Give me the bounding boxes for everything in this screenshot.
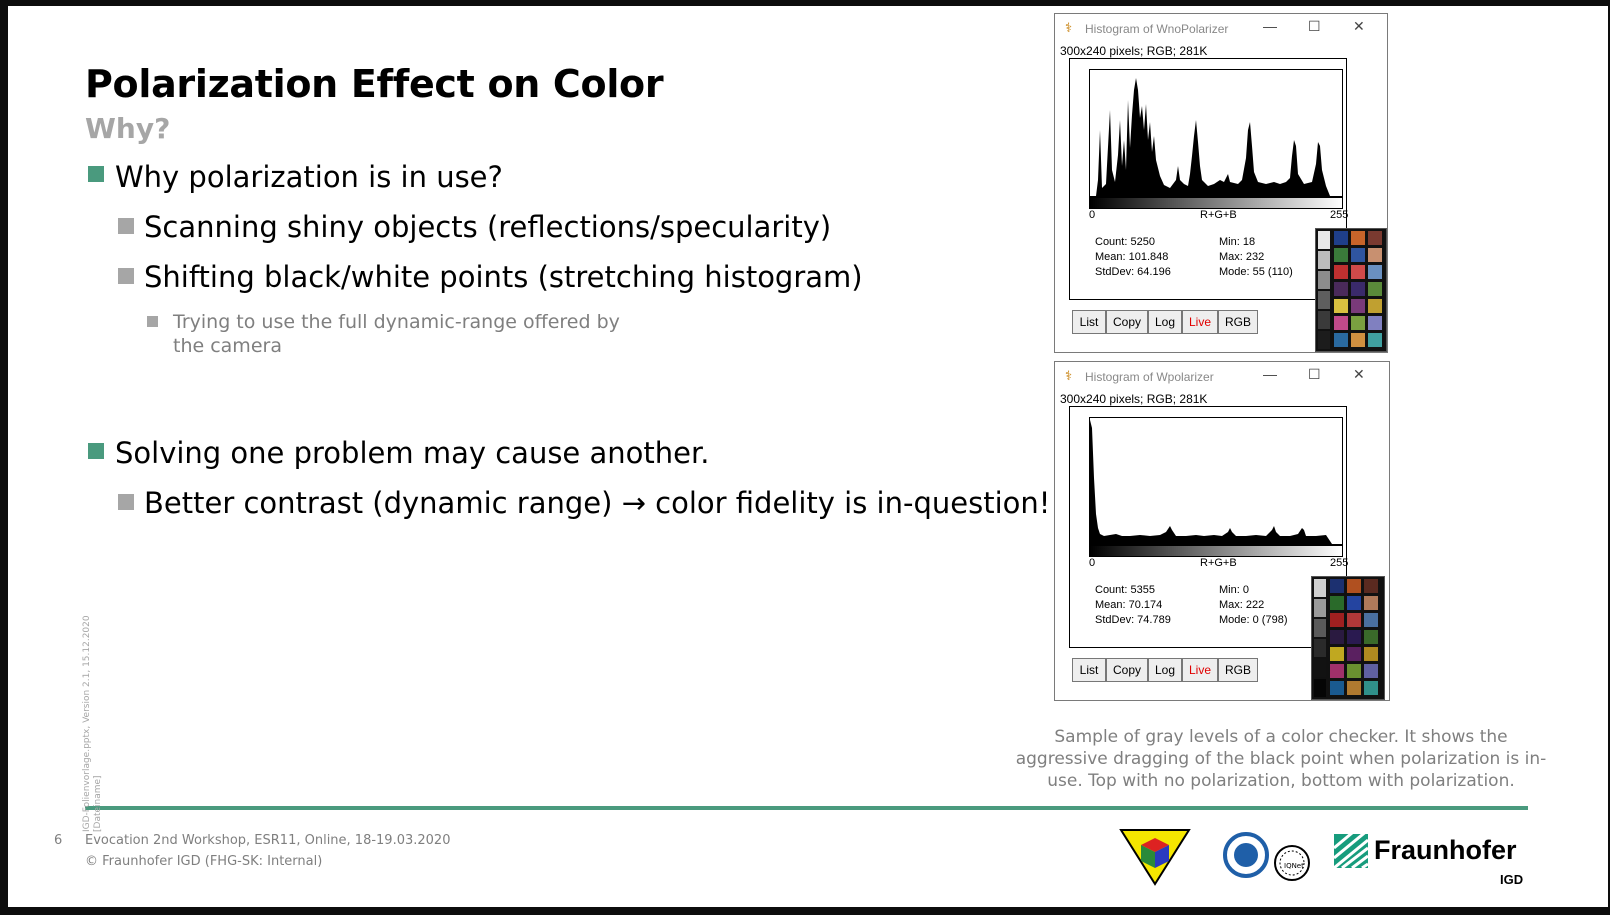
live-button[interactable]: Live	[1182, 310, 1218, 334]
bullet-square-icon	[88, 166, 104, 182]
color-patch	[1347, 664, 1361, 678]
histogram-plot	[1089, 417, 1343, 545]
color-patch	[1334, 231, 1348, 245]
color-patch	[1364, 613, 1378, 627]
color-patch	[1347, 579, 1361, 593]
certification-logo	[1222, 831, 1314, 887]
color-patch	[1368, 282, 1382, 296]
fraunhofer-mark-icon	[1334, 834, 1368, 868]
minimize-icon[interactable]: —	[1263, 18, 1277, 34]
color-patch	[1334, 248, 1348, 262]
microscope-icon: ⚕	[1065, 20, 1073, 35]
histogram-bars	[1090, 78, 1330, 196]
histogram-window-bottom[interactable]	[1054, 361, 1390, 701]
color-patch	[1368, 265, 1382, 279]
stat-min: Min: 18	[1219, 236, 1256, 248]
gray-gradient-bar	[1089, 545, 1343, 557]
color-patch	[1334, 299, 1348, 313]
axis-min: 0	[1089, 209, 1096, 221]
figure-caption: Sample of gray levels of a color checker. It shows the aggressive dragging of the black point when polarization is in-use. Top with no polarization, bottom with polarization.	[1015, 727, 1547, 791]
stat-mean: Mean: 101.848	[1095, 251, 1169, 263]
log-button[interactable]: Log	[1148, 310, 1182, 334]
gray-patch	[1314, 639, 1326, 657]
gray-patch	[1314, 659, 1326, 677]
color-patch	[1347, 681, 1361, 695]
gray-patch	[1318, 291, 1330, 309]
axis-label: R+G+B	[1200, 557, 1237, 569]
slide-title: Polarization Effect on Color	[85, 62, 664, 106]
stats-right	[1219, 235, 1293, 280]
color-patch	[1334, 282, 1348, 296]
fraunhofer-wordmark: Fraunhofer	[1374, 835, 1517, 865]
histogram-plot	[1089, 69, 1343, 197]
color-patch	[1351, 248, 1365, 262]
axis-max: 255	[1330, 557, 1349, 569]
bullet-dynamic-range-line-1: Trying to use the full dynamic-range offered by	[173, 311, 620, 333]
histogram-chart	[1090, 418, 1342, 544]
axis-label: R+G+B	[1200, 209, 1237, 221]
footer-copyright: © Fraunhofer IGD (FHG-SK: Internal)	[85, 854, 323, 869]
color-patch	[1330, 681, 1344, 695]
gray-patch	[1314, 679, 1326, 697]
triangle-cube-logo	[1119, 828, 1191, 886]
gray-patch	[1318, 331, 1330, 349]
footer-divider	[85, 806, 1528, 810]
bullet-square-icon	[88, 443, 104, 459]
rgb-button[interactable]: RGB	[1218, 310, 1258, 334]
vertical-template-info	[82, 602, 104, 832]
gray-patch	[1318, 251, 1330, 269]
color-patch	[1364, 630, 1378, 644]
bullet-square-icon	[118, 268, 134, 284]
gray-patch	[1318, 231, 1330, 249]
color-patch	[1334, 316, 1348, 330]
color-patch	[1334, 265, 1348, 279]
color-patch	[1347, 613, 1361, 627]
histogram-chart	[1090, 70, 1342, 196]
color-patch	[1364, 664, 1378, 678]
minimize-icon[interactable]: —	[1263, 366, 1277, 382]
color-patch	[1351, 282, 1365, 296]
stats-left	[1095, 235, 1171, 280]
close-icon[interactable]: ✕	[1353, 366, 1365, 382]
image-info: 300x240 pixels; RGB; 281K	[1060, 392, 1208, 406]
color-patch	[1368, 333, 1382, 347]
color-patch	[1364, 579, 1378, 593]
microscope-icon: ⚕	[1065, 368, 1073, 383]
color-patch	[1351, 316, 1365, 330]
bullet-shifting-points: Shifting black/white points (stretching histogram)	[144, 260, 863, 294]
color-patch	[1351, 299, 1365, 313]
window-title: Histogram of Wpolarizer	[1085, 370, 1214, 384]
stat-count: Count: 5250	[1095, 236, 1155, 248]
bullet-square-icon	[118, 494, 134, 510]
cert-label: IQNet	[1284, 862, 1304, 870]
color-patch	[1330, 613, 1344, 627]
color-patch	[1330, 596, 1344, 610]
color-patch	[1364, 647, 1378, 661]
stat-stddev: StdDev: 74.789	[1095, 614, 1171, 626]
color-patch	[1368, 299, 1382, 313]
axis-min: 0	[1089, 557, 1096, 569]
color-patch	[1330, 579, 1344, 593]
stat-count: Count: 5355	[1095, 584, 1155, 596]
color-patch	[1330, 630, 1344, 644]
image-info: 300x240 pixels; RGB; 281K	[1060, 44, 1208, 58]
histogram-window-top[interactable]	[1054, 13, 1388, 353]
bullet-better-contrast: Better contrast (dynamic range) → color fidelity is in-question!	[144, 486, 1051, 520]
live-button[interactable]: Live	[1182, 658, 1218, 682]
stat-mode: Mode: 55 (110)	[1219, 266, 1293, 278]
stat-max: Max: 232	[1219, 251, 1265, 263]
stat-stddev: StdDev: 64.196	[1095, 266, 1171, 278]
igd-wordmark: IGD	[1500, 872, 1524, 887]
stats-left	[1095, 583, 1171, 628]
bullet-square-icon	[118, 218, 134, 234]
page-number: 6	[54, 833, 63, 848]
bullet-solving-problem: Solving one problem may cause another.	[115, 436, 710, 470]
axis-max: 255	[1330, 209, 1349, 221]
gray-patch	[1314, 619, 1326, 637]
color-patch	[1364, 596, 1378, 610]
gray-patch	[1318, 311, 1330, 329]
maximize-icon[interactable]: ☐	[1308, 18, 1321, 34]
close-icon[interactable]: ✕	[1353, 18, 1365, 34]
bullet-dynamic-range	[173, 310, 620, 358]
color-patch	[1351, 333, 1365, 347]
color-patch	[1368, 248, 1382, 262]
gray-patch	[1314, 599, 1326, 617]
stat-min: Min: 0	[1219, 584, 1249, 596]
color-patch	[1347, 596, 1361, 610]
stat-mean: Mean: 70.174	[1095, 599, 1163, 611]
histogram-panel	[1069, 58, 1347, 300]
color-patch	[1334, 333, 1348, 347]
template-filename: [Dateiname]	[93, 775, 103, 832]
histogram-panel	[1069, 406, 1347, 648]
slide-subtitle: Why?	[85, 112, 171, 145]
copy-button[interactable]: Copy	[1106, 658, 1148, 682]
color-patch	[1368, 316, 1382, 330]
window-title: Histogram of WnoPolarizer	[1085, 22, 1229, 36]
copy-button[interactable]: Copy	[1106, 310, 1148, 334]
color-patch	[1330, 664, 1344, 678]
maximize-icon[interactable]: ☐	[1308, 366, 1321, 382]
slide	[8, 6, 1608, 907]
list-button[interactable]: List	[1072, 310, 1106, 334]
color-patch	[1347, 630, 1361, 644]
color-patch	[1368, 231, 1382, 245]
stat-max: Max: 222	[1219, 599, 1265, 611]
stat-mode: Mode: 0 (798)	[1219, 614, 1288, 626]
color-patch	[1351, 265, 1365, 279]
color-patch	[1347, 647, 1361, 661]
rgb-button[interactable]: RGB	[1218, 658, 1258, 682]
bullet-dynamic-range-line-2: the camera	[173, 335, 282, 357]
gray-gradient-bar	[1089, 197, 1343, 209]
color-patch	[1330, 647, 1344, 661]
color-checker-image	[1315, 228, 1387, 352]
color-patch	[1351, 231, 1365, 245]
bullet-scanning-shiny: Scanning shiny objects (reflections/specularity)	[144, 210, 832, 244]
template-version: IGD-Folienvorlage.pptx, Version 2.1, 15.12.2020	[82, 615, 92, 832]
bullet-square-icon	[147, 316, 158, 327]
footer-event: Evocation 2nd Workshop, ESR11, Online, 18-19.03.2020	[85, 833, 451, 848]
list-button[interactable]: List	[1072, 658, 1106, 682]
gray-patch	[1318, 271, 1330, 289]
log-button[interactable]: Log	[1148, 658, 1182, 682]
histogram-bars	[1090, 420, 1332, 544]
color-patch	[1364, 681, 1378, 695]
gray-patch	[1314, 579, 1326, 597]
color-checker-image	[1311, 576, 1385, 700]
bullet-why-polarization: Why polarization is in use?	[115, 160, 503, 194]
stats-right	[1219, 583, 1287, 628]
